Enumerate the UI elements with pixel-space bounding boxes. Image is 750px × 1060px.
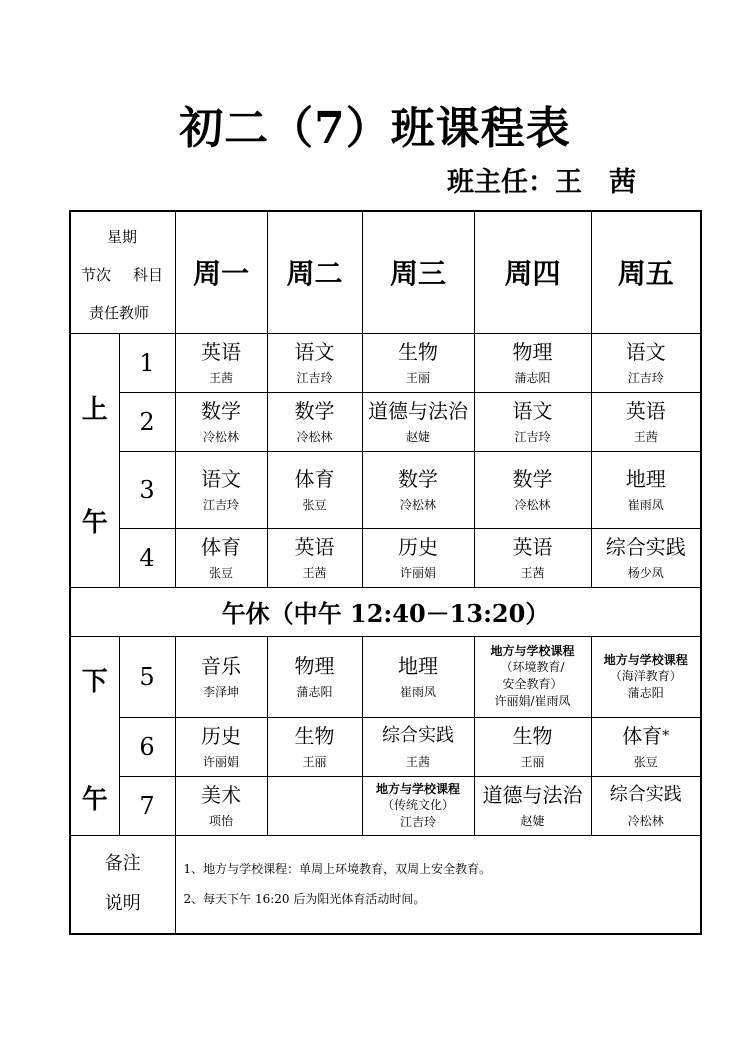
subject-detail: （海洋教育） — [609, 668, 682, 683]
teacher-name: 崔雨凤 — [627, 497, 664, 512]
corner-weekday-label: 星期 — [107, 228, 138, 246]
subject-name: 英语 — [201, 339, 241, 364]
period-row-4 — [70, 528, 701, 587]
subject-name: 英语 — [625, 398, 666, 423]
subject-name: 地理 — [398, 653, 438, 678]
teacher-name: 江吉玲 — [399, 814, 436, 829]
subject-name: 语文 — [512, 398, 553, 423]
class-cell — [591, 451, 701, 528]
class-cell — [474, 333, 591, 392]
corner-subject-label: 科目 — [133, 266, 164, 284]
period-row-5 — [70, 636, 701, 717]
header-row — [70, 211, 701, 333]
subject-name: 语文 — [201, 466, 241, 491]
subject-name: 地方与学校课程 — [375, 781, 460, 796]
class-cell — [362, 636, 474, 717]
teacher-name: 王丽 — [520, 754, 545, 769]
teacher-name: 赵婕 — [520, 813, 545, 828]
day-header-tue: 周二 — [267, 211, 362, 333]
subject-name: 英语 — [512, 534, 553, 559]
teacher-name: 王茜 — [208, 370, 233, 385]
teacher-name: 冷松林 — [399, 497, 436, 512]
class-cell — [175, 451, 267, 528]
class-cell — [175, 392, 267, 451]
class-cell — [267, 392, 362, 451]
class-cell — [362, 392, 474, 451]
class-cell — [362, 528, 474, 587]
period-number: 2 — [119, 392, 175, 451]
teacher-name: 冷松林 — [627, 813, 664, 828]
class-cell — [474, 636, 591, 717]
class-cell — [267, 717, 362, 776]
notes-label-cell — [70, 835, 175, 934]
subject-name: 美术 — [201, 782, 241, 807]
class-cell — [591, 776, 701, 835]
period-number: 4 — [119, 528, 175, 587]
subject-detail: （环境教育/ — [500, 660, 565, 674]
teacher-name: 张豆 — [208, 565, 233, 580]
subject-name: 数学 — [294, 398, 335, 423]
head-teacher: 班主任：王 茜 — [447, 167, 636, 198]
morning-label-second: 午 — [81, 507, 108, 538]
teacher-name: 许丽娟/崔雨凤 — [494, 694, 571, 708]
notes-content — [175, 835, 701, 934]
teacher-name: 崔雨凤 — [399, 684, 436, 699]
class-cell — [175, 636, 267, 717]
subject-name: 道德与法治 — [482, 782, 583, 807]
class-cell — [267, 451, 362, 528]
subject-detail: （传统文化） — [381, 797, 454, 812]
period-row-2 — [70, 392, 701, 451]
subject-name: 数学 — [398, 466, 438, 491]
day-header-wed: 周三 — [362, 211, 474, 333]
teacher-name: 李泽坤 — [202, 684, 239, 699]
lunch-break-label: 午休（中午 12:40－13:20） — [70, 587, 701, 636]
class-cell — [175, 776, 267, 835]
teacher-name: 许丽娟 — [399, 565, 436, 580]
teacher-name: 冷松林 — [514, 497, 551, 512]
class-cell — [362, 333, 474, 392]
teacher-name: 杨少凤 — [627, 565, 664, 580]
subject-text: 体育 — [622, 723, 663, 748]
teacher-name: 江吉玲 — [514, 429, 551, 444]
subject-name: 地方与学校课程 — [490, 644, 575, 658]
period-number: 5 — [119, 636, 175, 717]
subject-name: 物理 — [294, 653, 335, 678]
class-cell — [474, 717, 591, 776]
teacher-name: 张豆 — [302, 497, 327, 512]
class-cell — [474, 451, 591, 528]
subject-name: 物理 — [512, 339, 553, 364]
subject-name: 语文 — [294, 339, 335, 364]
afternoon-label-first: 下 — [81, 666, 108, 697]
teacher-name: 张豆 — [633, 754, 658, 769]
teacher-name: 项怡 — [208, 813, 233, 828]
subject-detail: 安全教育） — [502, 677, 563, 691]
morning-label-first: 上 — [81, 394, 108, 425]
class-cell — [362, 451, 474, 528]
subject-name: 地理 — [625, 466, 666, 491]
class-cell — [591, 717, 701, 776]
corner-teacher-label: 责任教师 — [89, 304, 150, 322]
class-cell — [591, 333, 701, 392]
period-row-6 — [70, 717, 701, 776]
subject-name: 综合实践 — [382, 724, 454, 746]
teacher-name: 蒲志阳 — [296, 684, 333, 699]
period-number: 1 — [119, 333, 175, 392]
note-item-2: 2、每天下午 16:20 后为阳光体育活动时间。 — [183, 892, 426, 907]
note-item-1: 1、地方与学校课程：单周上环境教育，双周上安全教育。 — [183, 862, 492, 877]
period-number: 6 — [119, 717, 175, 776]
teacher-name: 王茜 — [633, 429, 658, 444]
teacher-name: 赵婕 — [405, 429, 430, 444]
subject-name: 历史 — [398, 534, 438, 559]
teacher-name: 王茜 — [520, 565, 545, 580]
subject-name: 生物 — [512, 723, 553, 748]
subject-name — [592, 723, 701, 749]
subject-name: 体育 — [201, 534, 241, 559]
class-cell — [267, 333, 362, 392]
class-cell — [591, 528, 701, 587]
subject-name: 综合实践 — [609, 783, 682, 805]
subject-name: 综合实践 — [605, 534, 686, 559]
subject-name: 数学 — [201, 398, 241, 423]
class-cell — [267, 528, 362, 587]
class-cell — [175, 333, 267, 392]
day-header-thu: 周四 — [474, 211, 591, 333]
subject-name: 体育 — [294, 466, 335, 491]
class-cell — [591, 392, 701, 451]
teacher-name: 江吉玲 — [296, 370, 333, 385]
teacher-name: 冷松林 — [296, 429, 333, 444]
teacher-name: 许丽娟 — [202, 754, 239, 769]
notes-label-line1: 备注 — [104, 853, 141, 875]
period-row-1 — [70, 333, 701, 392]
subject-name: 生物 — [294, 723, 335, 748]
corner-period-label: 节次 — [81, 266, 112, 284]
class-cell — [362, 776, 474, 835]
day-header-mon: 周一 — [175, 211, 267, 333]
subject-name: 英语 — [294, 534, 335, 559]
afternoon-label-second: 午 — [81, 784, 108, 815]
page-title: 初二（7）班课程表 — [179, 103, 571, 154]
class-cell — [175, 717, 267, 776]
class-cell — [474, 776, 591, 835]
subject-name: 历史 — [201, 723, 241, 748]
teacher-name: 冷松林 — [202, 429, 239, 444]
teacher-name: 王丽 — [302, 754, 327, 769]
period-number: 7 — [119, 776, 175, 835]
lunch-row — [70, 587, 701, 636]
teacher-name: 江吉玲 — [627, 370, 664, 385]
subject-name: 地方与学校课程 — [603, 652, 688, 667]
teacher-name: 蒲志阳 — [627, 685, 664, 700]
class-cell — [474, 392, 591, 451]
morning-label-cell — [70, 333, 119, 587]
teacher-name: 江吉玲 — [202, 497, 239, 512]
subject-name: 道德与法治 — [368, 398, 468, 423]
notes-label-line2: 说明 — [104, 893, 141, 915]
period-number: 3 — [119, 451, 175, 528]
subject-name: 音乐 — [201, 653, 241, 678]
class-cell — [591, 636, 701, 717]
subject-name: 语文 — [625, 339, 666, 364]
class-cell — [362, 717, 474, 776]
teacher-name: 王茜 — [405, 754, 430, 769]
afternoon-label-cell — [70, 636, 119, 835]
teacher-name: 王丽 — [405, 370, 430, 385]
period-row-7 — [70, 776, 701, 835]
subject-name: 数学 — [512, 466, 553, 491]
subject-name: 生物 — [398, 339, 438, 364]
period-row-3 — [70, 451, 701, 528]
teacher-name: 蒲志阳 — [514, 370, 551, 385]
teacher-name: 王茜 — [302, 565, 327, 580]
corner-header-cell — [70, 211, 175, 333]
class-cell — [267, 636, 362, 717]
empty-class-cell — [267, 776, 362, 835]
day-header-fri: 周五 — [591, 211, 701, 333]
notes-row — [70, 835, 701, 934]
class-cell — [474, 528, 591, 587]
schedule-table — [69, 210, 702, 935]
asterisk-mark: * — [662, 727, 670, 744]
class-cell — [175, 528, 267, 587]
